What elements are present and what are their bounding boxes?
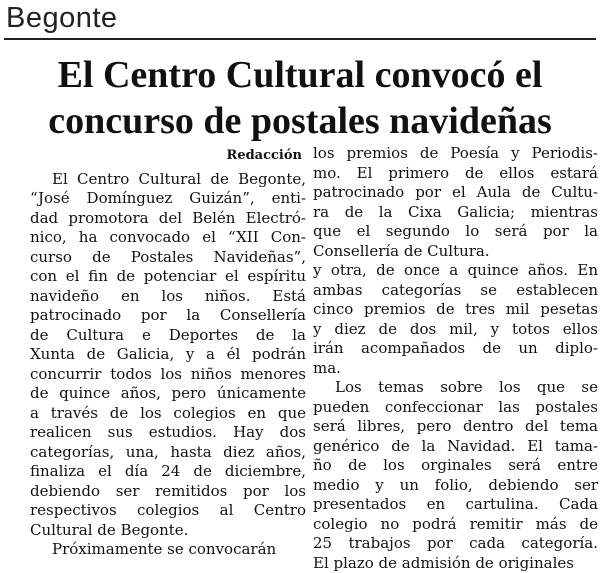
article-column-right bbox=[313, 144, 598, 573]
section-rule bbox=[4, 38, 596, 40]
article-column-left bbox=[30, 146, 306, 560]
text-line: ño de los orginales será entre bbox=[313, 456, 598, 476]
headline bbox=[0, 52, 600, 144]
headline-line-2: concurso de postales navideñas bbox=[0, 98, 600, 144]
text-line: ma. bbox=[313, 359, 598, 379]
text-line: Próximamente se convocarán bbox=[30, 540, 306, 560]
text-line: mo. El primero de ellos estará bbox=[313, 164, 598, 184]
right-column-text bbox=[313, 144, 598, 573]
byline: Redacción bbox=[30, 146, 306, 166]
text-line: será libres, pero dentro del tema bbox=[313, 417, 598, 437]
text-line: nico, ha convocado el “XII Con- bbox=[30, 228, 306, 248]
text-line: y otra, de once a quince años. En bbox=[313, 261, 598, 281]
text-line: realicen sus estudios. Hay dos bbox=[30, 423, 306, 443]
text-line: de Cultura e Deportes de la bbox=[30, 326, 306, 346]
text-line: presentados en cartulina. Cada bbox=[313, 495, 598, 515]
text-line: ambas categorías se establecen bbox=[313, 281, 598, 301]
text-line: respectivos colegios al Centro bbox=[30, 501, 306, 521]
text-line: curso de Postales Navideñas”, bbox=[30, 248, 306, 268]
text-line: finaliza el día 24 de diciembre, bbox=[30, 462, 306, 482]
text-line: 25 trabajos por cada categoría. bbox=[313, 534, 598, 554]
text-line: a través de los colegios en que bbox=[30, 404, 306, 424]
text-line: los premios de Poesía y Periodis- bbox=[313, 144, 598, 164]
text-line: y diez de dos mil, y totos ellos bbox=[313, 320, 598, 340]
text-line: medio y un folio, debiendo ser bbox=[313, 476, 598, 496]
text-line: con el fin de potenciar el espíritu bbox=[30, 267, 306, 287]
text-line: Xunta de Galicia, y a él podrán bbox=[30, 345, 306, 365]
section-title: Begonte bbox=[6, 0, 118, 36]
text-line: cinco premios de tres mil pesetas bbox=[313, 300, 598, 320]
text-line: Cultural de Begonte. bbox=[30, 521, 306, 541]
text-line: genérico de la Navidad. El tama- bbox=[313, 437, 598, 457]
text-line: “José Domínguez Guizán”, enti- bbox=[30, 189, 306, 209]
headline-line-1: El Centro Cultural convocó el bbox=[0, 52, 600, 98]
text-line: de quince años, pero únicamente bbox=[30, 384, 306, 404]
text-line: patrocinado por la Consellería bbox=[30, 306, 306, 326]
text-line: El plazo de admisión de originales bbox=[313, 554, 598, 573]
text-line: Consellería de Cultura. bbox=[313, 242, 598, 262]
text-line: El Centro Cultural de Begonte, bbox=[30, 170, 306, 190]
left-column-text bbox=[30, 170, 306, 560]
text-line: debiendo ser remitidos por los bbox=[30, 482, 306, 502]
text-line: navideño en los niños. Está bbox=[30, 287, 306, 307]
text-line: colegio no podrá remitir más de bbox=[313, 515, 598, 535]
text-line: dad promotora del Belén Electró- bbox=[30, 209, 306, 229]
text-line: que el segundo lo será por la bbox=[313, 222, 598, 242]
text-line: patrocinado por el Aula de Cultu- bbox=[313, 183, 598, 203]
text-line: concurrir todos los niños menores bbox=[30, 365, 306, 385]
text-line: Los temas sobre los que se bbox=[313, 378, 598, 398]
text-line: pueden confeccionar las postales bbox=[313, 398, 598, 418]
text-line: categorías, una, hasta diez años, bbox=[30, 443, 306, 463]
text-line: irán acompañados de un diplo- bbox=[313, 339, 598, 359]
text-line: ra de la Cixa Galicia; mientras bbox=[313, 203, 598, 223]
